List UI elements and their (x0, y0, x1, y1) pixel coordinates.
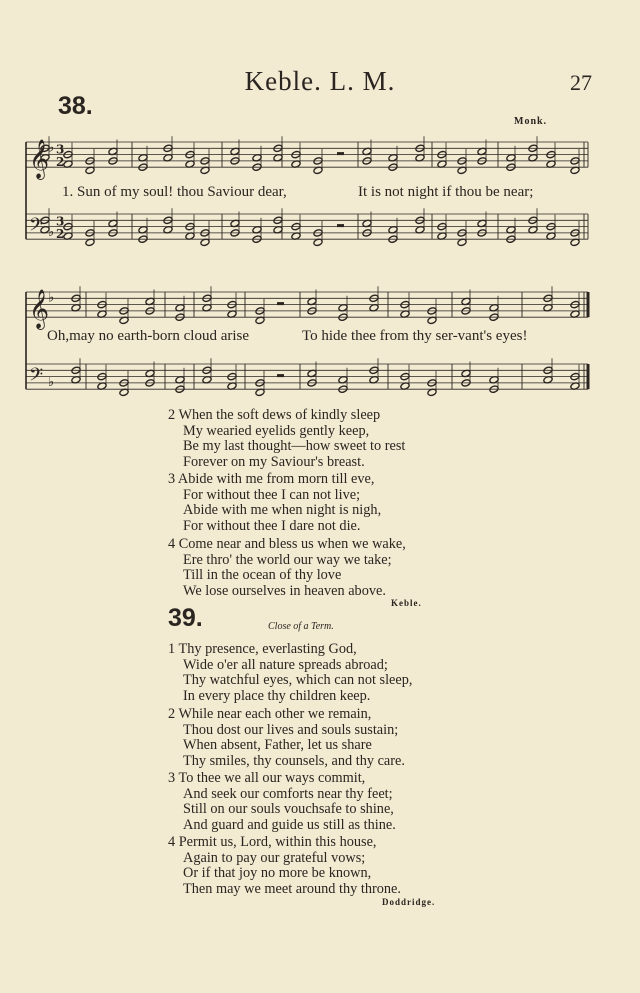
bass-clef: 𝄢 (29, 214, 44, 240)
hymn-38-verse-2: 2 When the soft dews of kindly sleep My wearied eyelids gently keep, Be my last thought—how sweet to rest Forever on my Saviour's breast. (168, 407, 406, 470)
rest (277, 374, 284, 377)
hymn-38-verse-3: 3 Abide with me from morn till eve, For without thee I can not live; Abide with me when night is nigh, For without thee I dare not die. (168, 471, 382, 534)
rest (277, 302, 284, 305)
composer-credit: Monk. (514, 116, 548, 127)
lyrics-line-1a: 1. Sun of my soul! thou Saviour dear, (62, 184, 287, 200)
rest (337, 224, 344, 227)
lyrics-line-1b: It is not night if thou be near; (358, 184, 534, 200)
lyrics-line-2a: Oh,may no earth-born cloud arise (47, 328, 250, 344)
time-signature-top: 3 (56, 214, 65, 229)
lyrics-line-2b: To hide thee from thy ser-vant's eyes! (302, 328, 528, 344)
time-signature-bottom: 2 (56, 227, 65, 242)
treble-clef: 𝄞 (29, 139, 50, 180)
tune-title: Keble. L. M. (244, 66, 396, 96)
hymn-38-number: 38. (58, 92, 93, 120)
music-system-2 (0, 280, 640, 420)
bass-clef: 𝄢 (29, 364, 44, 390)
time-signature-top: 3 (56, 142, 65, 157)
flat-sign: ♭ (48, 140, 55, 156)
hymn-39-verse-4: 4 Permit us, Lord, within this house, Again to pay our grateful vows; Or if that joy no more be known, Then may we meet around thy throne. (168, 834, 401, 897)
time-signature-bottom: 2 (56, 155, 65, 170)
treble-clef: 𝄞 (29, 289, 50, 330)
hymn-39-number: 39. (168, 604, 203, 632)
hymn-39-subtitle: Close of a Term. (268, 621, 334, 632)
rest (337, 152, 344, 155)
hymn-39-verse-3: 3 To thee we all our ways commit, And seek our comforts near thy feet; Still on our souls vouchsafe to shine, And guard and guide us still as thine. (168, 770, 396, 833)
flat-sign: ♭ (48, 290, 55, 306)
hymn-38-verse-4: 4 Come near and bless us when we wake, Ere thro' the world our way we take; Till in the ocean of thy love We lose ourselves in heaven above. (168, 536, 406, 599)
flat-sign: ♭ (48, 375, 55, 391)
flat-sign: ♭ (48, 225, 55, 241)
hymn-39-author: Doddridge. (382, 897, 436, 907)
hymn-38-author: Keble. (391, 598, 422, 608)
hymn-39-verse-2: 2 While near each other we remain, Thou dost our lives and souls sustain; When absent, Father, let us share Thy smiles, thy counsels, and thy care. (168, 706, 405, 769)
page-number: 27 (570, 70, 592, 95)
hymn-39-verse-1: 1 Thy presence, everlasting God, Wide o'er all nature spreads abroad; Thy watchful eyes, which can not sleep, In every place thy children keep. (168, 641, 413, 704)
